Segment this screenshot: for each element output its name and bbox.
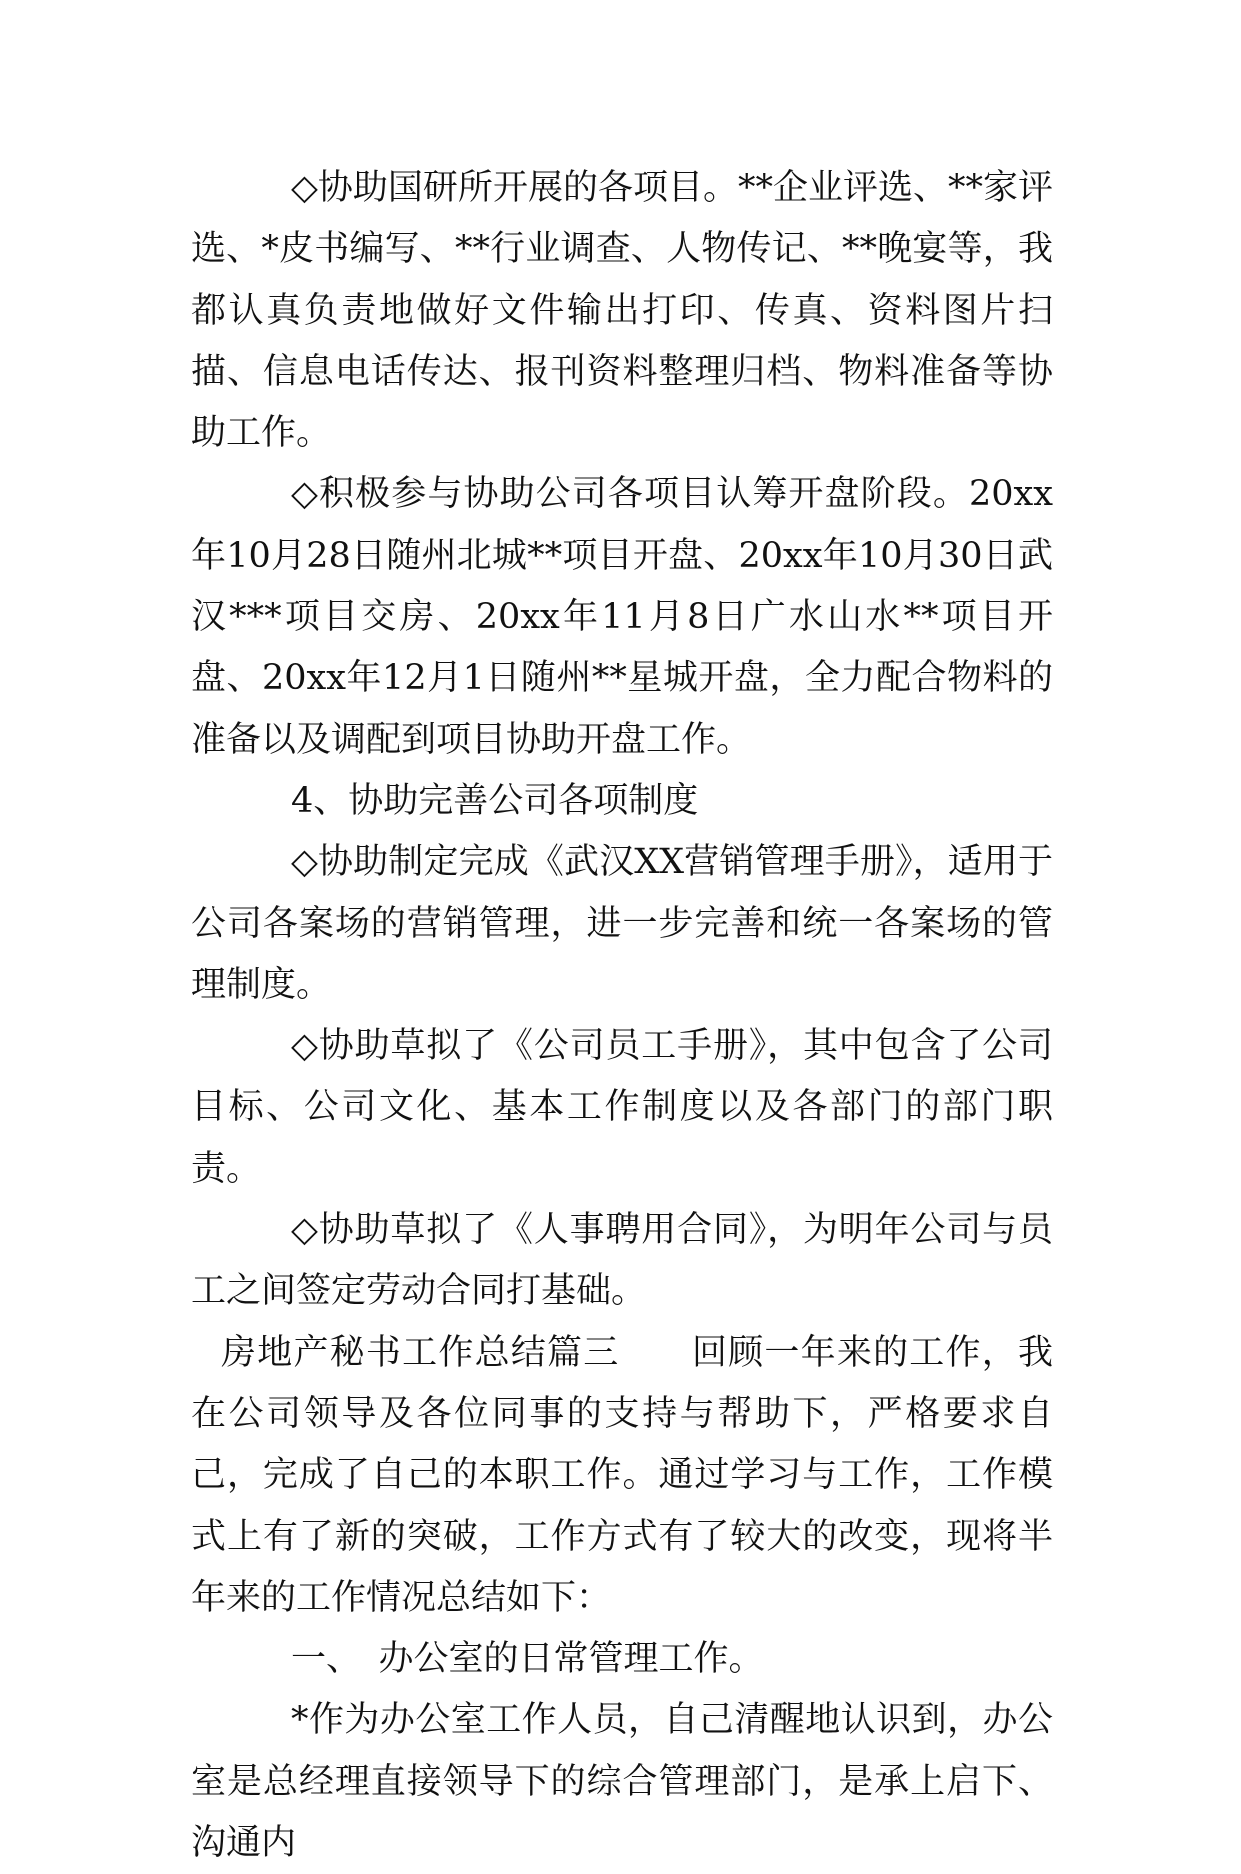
paragraph-project-openings: ◇积极参与协助公司各项目认筹开盘阶段。20xx年10月28日随州北城**项目开盘、20xx年10月30日武汉***项目交房、20xx年11月8日广水山水**项目开盘、20xx年12月1日随州**星城开盘，全力配合物料的准备以及调配到项目协助开盘工作。: [191, 474, 1053, 760]
paragraph-employee-handbook: ◇协助草拟了《公司员工手册》，其中包含了公司目标、公司文化、基本工作制度以及各部门的部门职责。: [191, 1026, 1053, 1189]
paragraph-employment-contract: ◇协助草拟了《人事聘用合同》，为明年公司与员工之间签定劳动合同打基础。: [191, 1210, 1053, 1312]
paragraph-summary-part-three: 房地产秘书工作总结篇三 回顾一年来的工作，我在公司领导及各位同事的支持与帮助下，严格要求自己，完成了自己的本职工作。通过学习与工作，工作模式上有了新的突破，工作方式有了较大的改变，现将半年来的工作情况总结如下：: [191, 1332, 1053, 1618]
paragraph-office-role: *作为办公室工作人员，自己清醒地认识到，办公室是总经理直接领导下的综合管理部门，是承上启下、沟通内: [191, 1700, 1053, 1864]
paragraph-assist-research-projects: ◇协助国研所开展的各项目。**企业评选、**家评选、*皮书编写、**行业调查、人物传记、**晚宴等，我都认真负责地做好文件输出打印、传真、资料图片扫描、信息电话传达、报刊资料整理归档、物料准备等协助工作。: [191, 168, 1053, 454]
document-body: [191, 158, 1053, 1874]
paragraph-marketing-manual: ◇协助制定完成《武汉XX营销管理手册》，适用于公司各案场的营销管理，进一步完善和统一各案场的管理制度。: [191, 842, 1053, 1005]
section-heading-improve-systems: 4、协助完善公司各项制度: [291, 780, 699, 821]
section-heading-office-management: 一、 办公室的日常管理工作。: [291, 1639, 764, 1680]
